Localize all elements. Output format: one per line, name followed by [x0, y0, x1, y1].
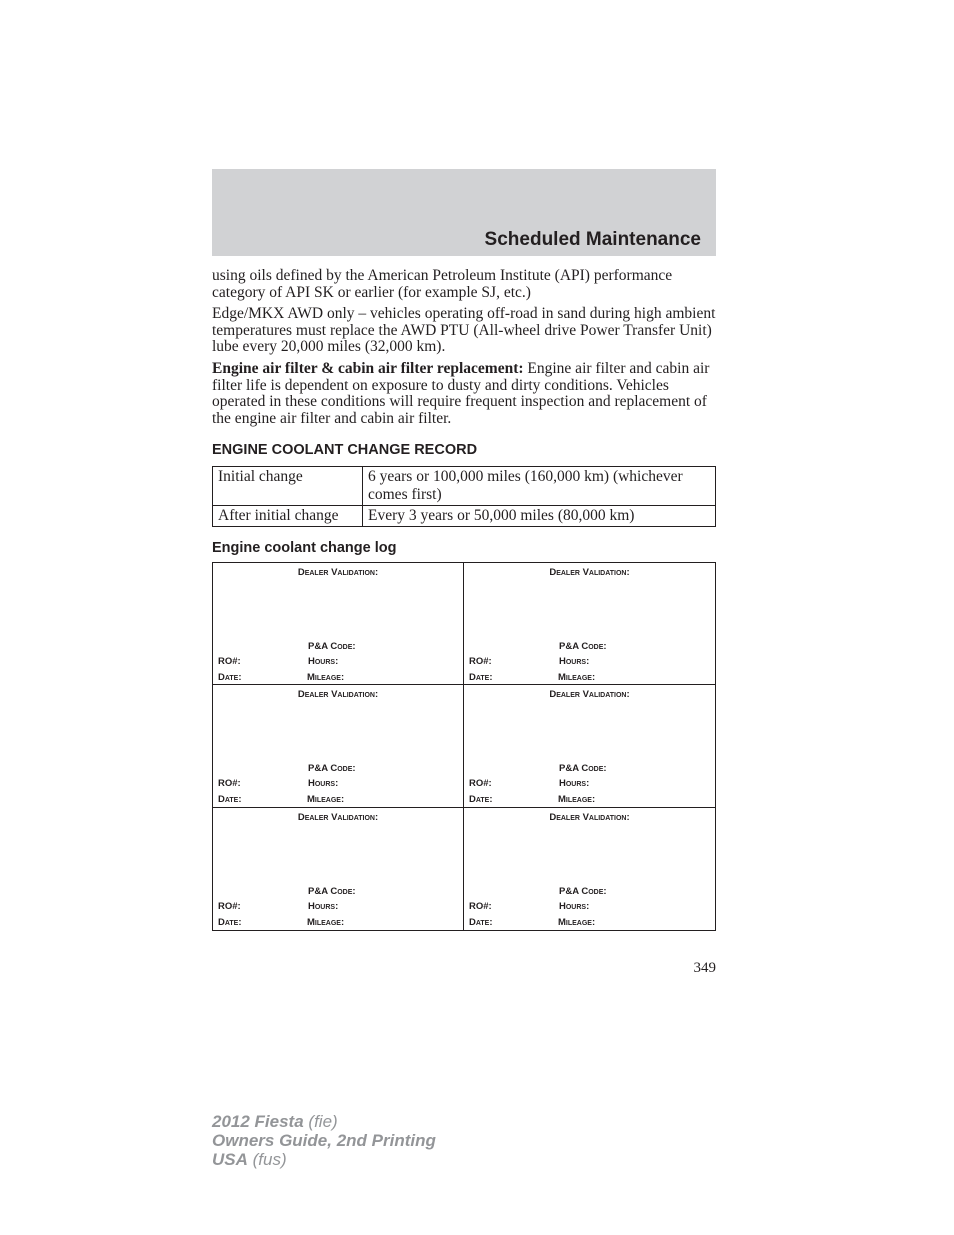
date-label: Date: — [218, 794, 242, 806]
ro-label: RO#: — [469, 900, 492, 912]
filters-lead: Engine air filter & cabin air filter replacement: — [212, 359, 524, 377]
dealer-validation-label: Dealer Validation: — [549, 567, 630, 578]
mileage-label: Mileage: — [558, 672, 596, 683]
pa-code-label: P&A Code: — [559, 763, 607, 775]
dealer-validation-label: Dealer Validation: — [297, 811, 379, 823]
ro-label: RO#: — [218, 900, 241, 912]
log-entry — [464, 808, 715, 930]
date-label: Date: — [469, 916, 493, 928]
date-label: Date: — [469, 794, 493, 806]
pa-code-label: P&A Code: — [308, 763, 356, 775]
footer-model-code: (fie) — [303, 1112, 338, 1131]
pa-code-label: P&A Code: — [308, 885, 356, 897]
dealer-validation-label: Dealer Validation: — [549, 689, 630, 701]
date-label: Date: — [218, 916, 242, 928]
footer-market: USA — [212, 1150, 248, 1169]
mileage-label: Mileage: — [307, 916, 345, 928]
row-value: 6 years or 100,000 miles (160,000 km) (whichever comes first) — [363, 467, 716, 506]
log-entry — [213, 808, 464, 930]
log-entry — [464, 563, 715, 685]
dealer-validation-label: Dealer Validation: — [549, 811, 630, 823]
log-entry — [213, 563, 464, 685]
footer-line-3 — [212, 1150, 436, 1169]
pa-code-label: P&A Code: — [559, 641, 607, 652]
ro-label: RO#: — [469, 778, 492, 790]
footer-imprint — [212, 1112, 436, 1169]
row-label: After initial change — [213, 506, 363, 527]
footer-market-code: (fus) — [247, 1150, 287, 1169]
footer-model: 2012 Fiesta — [212, 1112, 304, 1131]
coolant-log-heading: Engine coolant change log — [212, 540, 397, 556]
paragraph-awd: Edge/MKX AWD only – vehicles operating off-road in sand during high ambient temperatures must replace the AWD PTU (All-wheel drive Power Transfer Unit) lube every 20,000 miles (32,000 km). — [212, 305, 716, 356]
mileage-label: Mileage: — [558, 916, 596, 928]
mileage-label: Mileage: — [307, 794, 345, 806]
footer-line-1 — [212, 1112, 436, 1131]
coolant-record-heading: ENGINE COOLANT CHANGE RECORD — [212, 442, 478, 458]
ro-label: RO#: — [218, 656, 241, 667]
page-number: 349 — [693, 960, 716, 976]
hours-label: Hours: — [308, 900, 339, 912]
footer-line-2: Owners Guide, 2nd Printing — [212, 1131, 436, 1150]
ro-label: RO#: — [469, 656, 492, 667]
log-entry — [213, 685, 464, 807]
dealer-validation-label: Dealer Validation: — [297, 689, 379, 701]
date-label: Date: — [218, 672, 242, 683]
hours-label: Hours: — [308, 778, 339, 790]
pa-code-label: P&A Code: — [308, 641, 356, 652]
ro-label: RO#: — [218, 778, 241, 790]
date-label: Date: — [469, 672, 493, 683]
row-label: Initial change — [213, 467, 363, 506]
paragraph-filters — [212, 361, 718, 427]
body-text — [212, 268, 718, 432]
paragraph-oils: using oils defined by the American Petroleum Institute (API) performance category of API SK or earlier (for example SJ, etc.) — [212, 267, 673, 301]
coolant-log-grid — [212, 562, 716, 931]
row-value: Every 3 years or 50,000 miles (80,000 km) — [363, 506, 716, 527]
table-row — [213, 467, 716, 506]
pa-code-label: P&A Code: — [559, 885, 607, 897]
header-band — [212, 169, 716, 256]
log-entry — [464, 685, 715, 807]
section-title: Scheduled Maintenance — [484, 229, 701, 250]
filters-text: Engine air filter and cabin air filter life is dependent on exposure to dusty and dirty conditions. Vehicles operated in these conditions will require frequent inspection and replacement of the engine air filter and cabin air filter. — [212, 359, 710, 427]
hours-label: Hours: — [559, 900, 590, 912]
mileage-label: Mileage: — [307, 672, 345, 683]
mileage-label: Mileage: — [558, 794, 596, 806]
hours-label: Hours: — [308, 656, 339, 667]
hours-label: Hours: — [559, 778, 590, 790]
dealer-validation-label: Dealer Validation: — [297, 567, 379, 578]
table-row — [213, 506, 716, 527]
hours-label: Hours: — [559, 656, 590, 667]
coolant-record-table — [212, 466, 716, 527]
